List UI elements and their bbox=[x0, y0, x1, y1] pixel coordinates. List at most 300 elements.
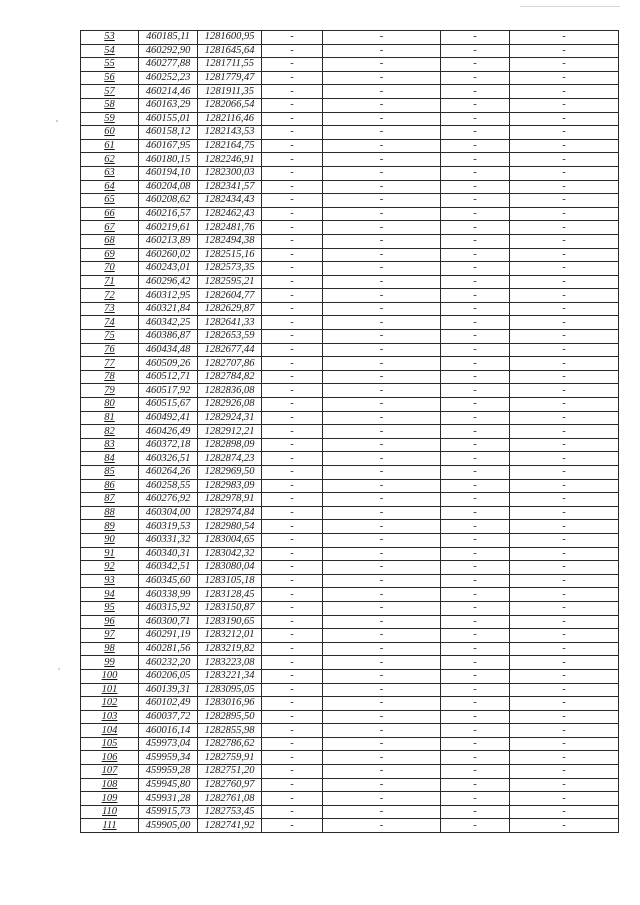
y-coordinate-cell: 1282595,21 bbox=[198, 275, 262, 289]
point-number-cell: 101 bbox=[81, 683, 139, 697]
empty-value-cell: - bbox=[441, 370, 510, 384]
x-coordinate-cell: 460292,90 bbox=[139, 44, 198, 58]
empty-value-cell: - bbox=[441, 737, 510, 751]
table-row bbox=[81, 398, 619, 412]
y-coordinate-cell: 1282983,09 bbox=[198, 479, 262, 493]
empty-value-cell: - bbox=[323, 669, 441, 683]
empty-value-cell: - bbox=[262, 710, 323, 724]
y-coordinate-cell: 1282784,82 bbox=[198, 370, 262, 384]
point-number-cell: 81 bbox=[81, 411, 139, 425]
y-coordinate-cell: 1282760,97 bbox=[198, 778, 262, 792]
empty-value-cell: - bbox=[441, 656, 510, 670]
x-coordinate-cell: 460338,99 bbox=[139, 588, 198, 602]
table-row bbox=[81, 452, 619, 466]
empty-value-cell: - bbox=[510, 792, 619, 806]
x-coordinate-cell: 460139,31 bbox=[139, 683, 198, 697]
x-coordinate-cell: 459945,80 bbox=[139, 778, 198, 792]
table-row bbox=[81, 737, 619, 751]
empty-value-cell: - bbox=[510, 561, 619, 575]
empty-value-cell: - bbox=[323, 357, 441, 371]
empty-value-cell: - bbox=[323, 126, 441, 140]
point-number-cell: 85 bbox=[81, 466, 139, 480]
empty-value-cell: - bbox=[510, 166, 619, 180]
y-coordinate-cell: 1282641,33 bbox=[198, 316, 262, 330]
point-number-cell: 53 bbox=[81, 31, 139, 45]
empty-value-cell: - bbox=[510, 71, 619, 85]
point-number-cell: 83 bbox=[81, 438, 139, 452]
point-number-cell: 61 bbox=[81, 139, 139, 153]
empty-value-cell: - bbox=[441, 629, 510, 643]
empty-value-cell: - bbox=[323, 683, 441, 697]
y-coordinate-cell: 1282300,03 bbox=[198, 166, 262, 180]
point-number-cell: 70 bbox=[81, 262, 139, 276]
empty-value-cell: - bbox=[262, 316, 323, 330]
empty-value-cell: - bbox=[510, 98, 619, 112]
point-number-cell: 110 bbox=[81, 805, 139, 819]
empty-value-cell: - bbox=[262, 330, 323, 344]
y-coordinate-cell: 1282164,75 bbox=[198, 139, 262, 153]
empty-value-cell: - bbox=[323, 452, 441, 466]
empty-value-cell: - bbox=[262, 384, 323, 398]
y-coordinate-cell: 1283212,01 bbox=[198, 629, 262, 643]
table-row bbox=[81, 765, 619, 779]
point-number-cell: 102 bbox=[81, 697, 139, 711]
empty-value-cell: - bbox=[441, 343, 510, 357]
y-coordinate-cell: 1283221,34 bbox=[198, 669, 262, 683]
empty-value-cell: - bbox=[441, 493, 510, 507]
empty-value-cell: - bbox=[262, 302, 323, 316]
empty-value-cell: - bbox=[510, 547, 619, 561]
empty-value-cell: - bbox=[323, 642, 441, 656]
empty-value-cell: - bbox=[262, 234, 323, 248]
empty-value-cell: - bbox=[441, 751, 510, 765]
empty-value-cell: - bbox=[262, 479, 323, 493]
y-coordinate-cell: 1283219,82 bbox=[198, 642, 262, 656]
x-coordinate-cell: 460340,31 bbox=[139, 547, 198, 561]
y-coordinate-cell: 1282462,43 bbox=[198, 207, 262, 221]
point-number-cell: 56 bbox=[81, 71, 139, 85]
table-row bbox=[81, 425, 619, 439]
y-coordinate-cell: 1282629,87 bbox=[198, 302, 262, 316]
x-coordinate-cell: 460386,87 bbox=[139, 330, 198, 344]
empty-value-cell: - bbox=[510, 370, 619, 384]
y-coordinate-cell: 1283223,08 bbox=[198, 656, 262, 670]
empty-value-cell: - bbox=[441, 31, 510, 45]
empty-value-cell: - bbox=[510, 737, 619, 751]
empty-value-cell: - bbox=[323, 765, 441, 779]
x-coordinate-cell: 460232,20 bbox=[139, 656, 198, 670]
empty-value-cell: - bbox=[441, 520, 510, 534]
empty-value-cell: - bbox=[510, 139, 619, 153]
y-coordinate-cell: 1282924,31 bbox=[198, 411, 262, 425]
table-row bbox=[81, 792, 619, 806]
empty-value-cell: - bbox=[510, 629, 619, 643]
x-coordinate-cell: 460517,92 bbox=[139, 384, 198, 398]
y-coordinate-cell: 1283042,32 bbox=[198, 547, 262, 561]
y-coordinate-cell: 1282912,21 bbox=[198, 425, 262, 439]
table-row bbox=[81, 724, 619, 738]
point-number-cell: 100 bbox=[81, 669, 139, 683]
table-row bbox=[81, 751, 619, 765]
x-coordinate-cell: 460167,95 bbox=[139, 139, 198, 153]
point-number-cell: 82 bbox=[81, 425, 139, 439]
empty-value-cell: - bbox=[323, 574, 441, 588]
empty-value-cell: - bbox=[510, 683, 619, 697]
x-coordinate-cell: 460208,62 bbox=[139, 194, 198, 208]
empty-value-cell: - bbox=[262, 275, 323, 289]
table-row bbox=[81, 370, 619, 384]
empty-value-cell: - bbox=[262, 398, 323, 412]
empty-value-cell: - bbox=[262, 71, 323, 85]
table-row bbox=[81, 629, 619, 643]
x-coordinate-cell: 460312,95 bbox=[139, 289, 198, 303]
x-coordinate-cell: 459915,73 bbox=[139, 805, 198, 819]
y-coordinate-cell: 1282741,92 bbox=[198, 819, 262, 833]
empty-value-cell: - bbox=[441, 819, 510, 833]
table-row bbox=[81, 493, 619, 507]
x-coordinate-cell: 460300,71 bbox=[139, 615, 198, 629]
empty-value-cell: - bbox=[510, 316, 619, 330]
empty-value-cell: - bbox=[510, 153, 619, 167]
empty-value-cell: - bbox=[262, 289, 323, 303]
table-row bbox=[81, 330, 619, 344]
empty-value-cell: - bbox=[262, 493, 323, 507]
x-coordinate-cell: 460180,15 bbox=[139, 153, 198, 167]
point-number-cell: 98 bbox=[81, 642, 139, 656]
point-number-cell: 94 bbox=[81, 588, 139, 602]
empty-value-cell: - bbox=[262, 357, 323, 371]
point-number-cell: 105 bbox=[81, 737, 139, 751]
empty-value-cell: - bbox=[441, 234, 510, 248]
y-coordinate-cell: 1282604,77 bbox=[198, 289, 262, 303]
x-coordinate-cell: 460260,02 bbox=[139, 248, 198, 262]
point-number-cell: 96 bbox=[81, 615, 139, 629]
empty-value-cell: - bbox=[510, 805, 619, 819]
page-top-rule bbox=[520, 6, 620, 7]
y-coordinate-cell: 1282246,91 bbox=[198, 153, 262, 167]
empty-value-cell: - bbox=[323, 194, 441, 208]
empty-value-cell: - bbox=[262, 561, 323, 575]
empty-value-cell: - bbox=[262, 737, 323, 751]
empty-value-cell: - bbox=[441, 547, 510, 561]
empty-value-cell: - bbox=[441, 384, 510, 398]
point-number-cell: 62 bbox=[81, 153, 139, 167]
table-row bbox=[81, 819, 619, 833]
table-row bbox=[81, 669, 619, 683]
table-row bbox=[81, 506, 619, 520]
x-coordinate-cell: 460342,51 bbox=[139, 561, 198, 575]
empty-value-cell: - bbox=[262, 642, 323, 656]
point-number-cell: 87 bbox=[81, 493, 139, 507]
empty-value-cell: - bbox=[510, 384, 619, 398]
empty-value-cell: - bbox=[262, 248, 323, 262]
empty-value-cell: - bbox=[441, 180, 510, 194]
empty-value-cell: - bbox=[510, 275, 619, 289]
empty-value-cell: - bbox=[262, 85, 323, 99]
table-row bbox=[81, 262, 619, 276]
empty-value-cell: - bbox=[510, 126, 619, 140]
y-coordinate-cell: 1283095,05 bbox=[198, 683, 262, 697]
point-number-cell: 67 bbox=[81, 221, 139, 235]
x-coordinate-cell: 460426,49 bbox=[139, 425, 198, 439]
empty-value-cell: - bbox=[262, 126, 323, 140]
x-coordinate-cell: 460321,84 bbox=[139, 302, 198, 316]
point-number-cell: 86 bbox=[81, 479, 139, 493]
empty-value-cell: - bbox=[510, 601, 619, 615]
x-coordinate-cell: 460296,42 bbox=[139, 275, 198, 289]
x-coordinate-cell: 460512,71 bbox=[139, 370, 198, 384]
empty-value-cell: - bbox=[323, 180, 441, 194]
y-coordinate-cell: 1282786,62 bbox=[198, 737, 262, 751]
x-coordinate-cell: 460509,26 bbox=[139, 357, 198, 371]
empty-value-cell: - bbox=[441, 710, 510, 724]
empty-value-cell: - bbox=[323, 166, 441, 180]
empty-value-cell: - bbox=[441, 588, 510, 602]
empty-value-cell: - bbox=[441, 85, 510, 99]
table-row bbox=[81, 44, 619, 58]
x-coordinate-cell: 460163,29 bbox=[139, 98, 198, 112]
empty-value-cell: - bbox=[510, 778, 619, 792]
y-coordinate-cell: 1282898,09 bbox=[198, 438, 262, 452]
point-number-cell: 75 bbox=[81, 330, 139, 344]
y-coordinate-cell: 1282143,53 bbox=[198, 126, 262, 140]
empty-value-cell: - bbox=[323, 398, 441, 412]
point-number-cell: 54 bbox=[81, 44, 139, 58]
empty-value-cell: - bbox=[441, 248, 510, 262]
empty-value-cell: - bbox=[441, 98, 510, 112]
y-coordinate-cell: 1281600,95 bbox=[198, 31, 262, 45]
empty-value-cell: - bbox=[510, 751, 619, 765]
empty-value-cell: - bbox=[510, 234, 619, 248]
empty-value-cell: - bbox=[262, 139, 323, 153]
y-coordinate-cell: 1283105,18 bbox=[198, 574, 262, 588]
x-coordinate-cell: 460219,61 bbox=[139, 221, 198, 235]
table-row bbox=[81, 85, 619, 99]
x-coordinate-cell: 460304,00 bbox=[139, 506, 198, 520]
y-coordinate-cell: 1282836,08 bbox=[198, 384, 262, 398]
empty-value-cell: - bbox=[262, 466, 323, 480]
point-number-cell: 77 bbox=[81, 357, 139, 371]
y-coordinate-cell: 1282573,35 bbox=[198, 262, 262, 276]
table-row bbox=[81, 656, 619, 670]
empty-value-cell: - bbox=[441, 724, 510, 738]
y-coordinate-cell: 1282895,50 bbox=[198, 710, 262, 724]
x-coordinate-cell: 460331,32 bbox=[139, 533, 198, 547]
point-number-cell: 63 bbox=[81, 166, 139, 180]
empty-value-cell: - bbox=[510, 697, 619, 711]
point-number-cell: 64 bbox=[81, 180, 139, 194]
table-row bbox=[81, 411, 619, 425]
x-coordinate-cell: 460342,25 bbox=[139, 316, 198, 330]
empty-value-cell: - bbox=[510, 289, 619, 303]
y-coordinate-cell: 1283190,65 bbox=[198, 615, 262, 629]
y-coordinate-cell: 1282066,54 bbox=[198, 98, 262, 112]
point-number-cell: 90 bbox=[81, 533, 139, 547]
empty-value-cell: - bbox=[510, 479, 619, 493]
empty-value-cell: - bbox=[510, 44, 619, 58]
empty-value-cell: - bbox=[323, 724, 441, 738]
table-row bbox=[81, 642, 619, 656]
empty-value-cell: - bbox=[262, 180, 323, 194]
y-coordinate-cell: 1283150,87 bbox=[198, 601, 262, 615]
y-coordinate-cell: 1282434,43 bbox=[198, 194, 262, 208]
table-row bbox=[81, 778, 619, 792]
point-number-cell: 91 bbox=[81, 547, 139, 561]
empty-value-cell: - bbox=[323, 221, 441, 235]
x-coordinate-cell: 460372,18 bbox=[139, 438, 198, 452]
empty-value-cell: - bbox=[510, 710, 619, 724]
point-number-cell: 93 bbox=[81, 574, 139, 588]
empty-value-cell: - bbox=[441, 139, 510, 153]
empty-value-cell: - bbox=[323, 153, 441, 167]
empty-value-cell: - bbox=[323, 656, 441, 670]
empty-value-cell: - bbox=[510, 357, 619, 371]
empty-value-cell: - bbox=[262, 778, 323, 792]
empty-value-cell: - bbox=[510, 656, 619, 670]
empty-value-cell: - bbox=[441, 330, 510, 344]
empty-value-cell: - bbox=[441, 479, 510, 493]
point-number-cell: 78 bbox=[81, 370, 139, 384]
empty-value-cell: - bbox=[323, 615, 441, 629]
empty-value-cell: - bbox=[510, 221, 619, 235]
empty-value-cell: - bbox=[323, 697, 441, 711]
empty-value-cell: - bbox=[510, 506, 619, 520]
empty-value-cell: - bbox=[510, 425, 619, 439]
table-row bbox=[81, 343, 619, 357]
empty-value-cell: - bbox=[323, 506, 441, 520]
empty-value-cell: - bbox=[323, 737, 441, 751]
empty-value-cell: - bbox=[262, 343, 323, 357]
table-row bbox=[81, 710, 619, 724]
empty-value-cell: - bbox=[262, 153, 323, 167]
y-coordinate-cell: 1282974,84 bbox=[198, 506, 262, 520]
empty-value-cell: - bbox=[323, 479, 441, 493]
empty-value-cell: - bbox=[323, 343, 441, 357]
empty-value-cell: - bbox=[323, 31, 441, 45]
table-row bbox=[81, 98, 619, 112]
x-coordinate-cell: 460206,05 bbox=[139, 669, 198, 683]
table-row bbox=[81, 275, 619, 289]
empty-value-cell: - bbox=[441, 765, 510, 779]
empty-value-cell: - bbox=[441, 792, 510, 806]
empty-value-cell: - bbox=[510, 520, 619, 534]
x-coordinate-cell: 459959,34 bbox=[139, 751, 198, 765]
empty-value-cell: - bbox=[441, 411, 510, 425]
table-row bbox=[81, 466, 619, 480]
empty-value-cell: - bbox=[262, 765, 323, 779]
empty-value-cell: - bbox=[441, 302, 510, 316]
x-coordinate-cell: 460315,92 bbox=[139, 601, 198, 615]
table-row bbox=[81, 289, 619, 303]
x-coordinate-cell: 460155,01 bbox=[139, 112, 198, 126]
empty-value-cell: - bbox=[323, 425, 441, 439]
empty-value-cell: - bbox=[323, 438, 441, 452]
empty-value-cell: - bbox=[262, 520, 323, 534]
table-row bbox=[81, 207, 619, 221]
y-coordinate-cell: 1283080,04 bbox=[198, 561, 262, 575]
table-row bbox=[81, 697, 619, 711]
empty-value-cell: - bbox=[441, 601, 510, 615]
table-row bbox=[81, 357, 619, 371]
y-coordinate-cell: 1282855,98 bbox=[198, 724, 262, 738]
empty-value-cell: - bbox=[323, 207, 441, 221]
point-number-cell: 92 bbox=[81, 561, 139, 575]
empty-value-cell: - bbox=[441, 697, 510, 711]
empty-value-cell: - bbox=[323, 778, 441, 792]
point-number-cell: 76 bbox=[81, 343, 139, 357]
empty-value-cell: - bbox=[262, 166, 323, 180]
empty-value-cell: - bbox=[323, 710, 441, 724]
empty-value-cell: - bbox=[262, 207, 323, 221]
empty-value-cell: - bbox=[262, 506, 323, 520]
empty-value-cell: - bbox=[441, 221, 510, 235]
x-coordinate-cell: 460515,67 bbox=[139, 398, 198, 412]
empty-value-cell: - bbox=[510, 466, 619, 480]
empty-value-cell: - bbox=[510, 533, 619, 547]
empty-value-cell: - bbox=[441, 466, 510, 480]
table-row bbox=[81, 166, 619, 180]
point-number-cell: 88 bbox=[81, 506, 139, 520]
x-coordinate-cell: 459931,28 bbox=[139, 792, 198, 806]
coordinates-table-body bbox=[81, 31, 619, 833]
table-row bbox=[81, 588, 619, 602]
point-number-cell: 69 bbox=[81, 248, 139, 262]
empty-value-cell: - bbox=[323, 493, 441, 507]
x-coordinate-cell: 460264,26 bbox=[139, 466, 198, 480]
y-coordinate-cell: 1282969,50 bbox=[198, 466, 262, 480]
empty-value-cell: - bbox=[323, 275, 441, 289]
margin-speck bbox=[58, 668, 60, 670]
empty-value-cell: - bbox=[323, 561, 441, 575]
empty-value-cell: - bbox=[510, 85, 619, 99]
empty-value-cell: - bbox=[323, 234, 441, 248]
table-row bbox=[81, 683, 619, 697]
x-coordinate-cell: 460216,57 bbox=[139, 207, 198, 221]
y-coordinate-cell: 1283128,45 bbox=[198, 588, 262, 602]
empty-value-cell: - bbox=[262, 629, 323, 643]
table-row bbox=[81, 561, 619, 575]
y-coordinate-cell: 1281911,35 bbox=[198, 85, 262, 99]
empty-value-cell: - bbox=[262, 547, 323, 561]
table-row bbox=[81, 139, 619, 153]
empty-value-cell: - bbox=[441, 438, 510, 452]
empty-value-cell: - bbox=[441, 58, 510, 72]
empty-value-cell: - bbox=[441, 289, 510, 303]
empty-value-cell: - bbox=[262, 574, 323, 588]
y-coordinate-cell: 1281711,55 bbox=[198, 58, 262, 72]
empty-value-cell: - bbox=[262, 194, 323, 208]
empty-value-cell: - bbox=[262, 438, 323, 452]
y-coordinate-cell: 1282481,76 bbox=[198, 221, 262, 235]
empty-value-cell: - bbox=[262, 683, 323, 697]
table-row bbox=[81, 547, 619, 561]
x-coordinate-cell: 460326,51 bbox=[139, 452, 198, 466]
point-number-cell: 57 bbox=[81, 85, 139, 99]
x-coordinate-cell: 460016,14 bbox=[139, 724, 198, 738]
empty-value-cell: - bbox=[441, 207, 510, 221]
point-number-cell: 68 bbox=[81, 234, 139, 248]
empty-value-cell: - bbox=[441, 574, 510, 588]
empty-value-cell: - bbox=[510, 438, 619, 452]
empty-value-cell: - bbox=[262, 98, 323, 112]
empty-value-cell: - bbox=[510, 194, 619, 208]
empty-value-cell: - bbox=[262, 792, 323, 806]
empty-value-cell: - bbox=[323, 805, 441, 819]
x-coordinate-cell: 460319,53 bbox=[139, 520, 198, 534]
table-row bbox=[81, 601, 619, 615]
y-coordinate-cell: 1283004,65 bbox=[198, 533, 262, 547]
table-row bbox=[81, 126, 619, 140]
